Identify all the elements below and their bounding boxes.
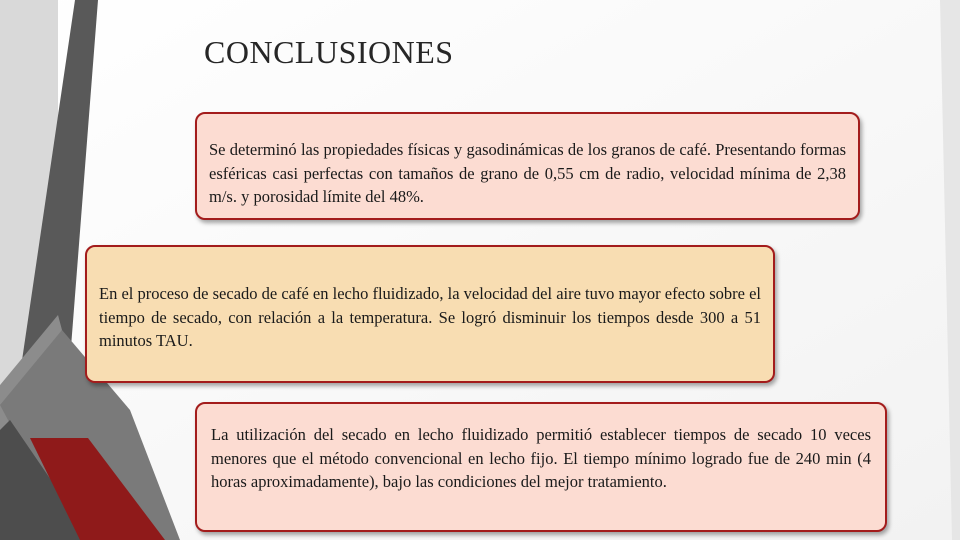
conclusion-box-2: [85, 245, 775, 383]
conclusion-box-1: [195, 112, 860, 220]
conclusion-text-3: La utilización del secado en lecho fluidizado permitió establecer tiempos de secado 10 veces menores que el método convencional en lecho fijo. El tiempo mínimo logrado fue de 240 min (4 horas aproximadamente), bajo las condiciones del mejor tratamiento.: [211, 425, 871, 491]
slide-title: CONCLUSIONES: [204, 34, 454, 70]
conclusion-text-2: En el proceso de secado de café en lecho fluidizado, la velocidad del aire tuvo mayor efecto sobre el tiempo de secado, con relación a la temperatura. Se logró disminuir los tiempos desde 300 a 51 minutos TAU.: [99, 284, 761, 350]
conclusion-text-1: Se determinó las propiedades físicas y gasodinámicas de los granos de café. Presentando formas esféricas casi perfectas con tamaños de grano de 0,55 cm de radio, velocidad mínima de 2,38 m/s. y porosidad límite del 48%.: [209, 140, 846, 206]
conclusion-box-3: [195, 402, 887, 532]
